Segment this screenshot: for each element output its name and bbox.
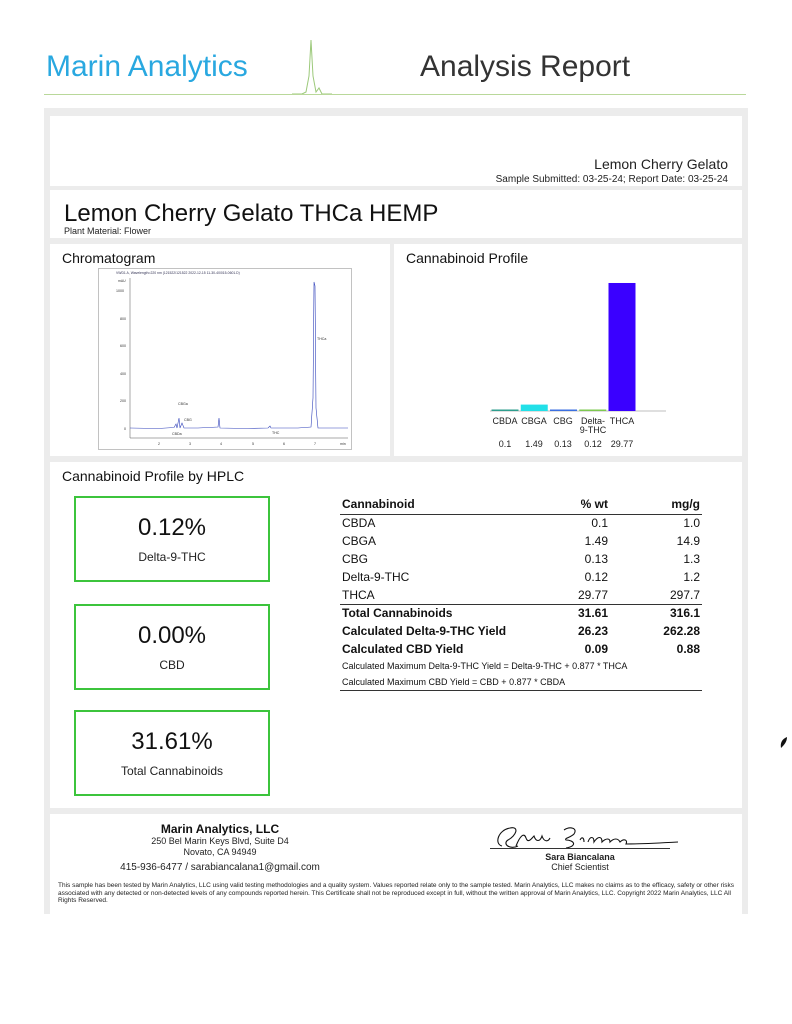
lab-address-line2: Novato, CA 94949: [183, 847, 257, 857]
chromatogram-panel: [50, 244, 390, 456]
value-label: 0.13: [554, 439, 572, 449]
cbd-yield-row: [340, 640, 702, 658]
value-label: 1.49: [525, 439, 543, 449]
summary-box-total: [74, 710, 270, 796]
product-title-panel: [50, 190, 742, 238]
x-tick: 3: [189, 442, 191, 446]
x-unit: min: [340, 442, 346, 446]
chromatogram-heading: Chromatogram: [62, 250, 156, 266]
total-row: [340, 604, 702, 622]
note-row: [340, 674, 702, 690]
table-row: [340, 514, 702, 532]
cell: 262.28: [663, 624, 700, 638]
value-label: 0.1: [498, 439, 512, 449]
table-row: [340, 532, 702, 550]
peak-label-cbga: CBGa: [178, 402, 188, 406]
y-tick: 600: [120, 344, 126, 348]
y-tick: 800: [120, 317, 126, 321]
x-tick: 5: [252, 442, 254, 446]
cell: 1.2: [683, 570, 700, 584]
report-title: Analysis Report: [420, 50, 631, 83]
cell: 297.7: [669, 587, 700, 602]
hplc-panel: [50, 462, 742, 808]
lab-contact: 415-936-6477 / sarabiancalana1@gmail.com: [120, 862, 320, 873]
cell: 0.88: [676, 642, 700, 656]
note-row: [340, 658, 702, 674]
summary-box-thc: [74, 496, 270, 582]
signer-title: Chief Scientist: [551, 862, 609, 872]
cell: 0.1: [591, 516, 608, 531]
x-tick: 2: [158, 442, 160, 446]
bar-thca: [609, 283, 636, 411]
lab-name: Marin Analytics, LLC: [160, 822, 280, 836]
cell: CBDA: [342, 516, 376, 531]
summary-label: Delta-9-THC: [138, 550, 206, 564]
sample-dates: Sample Submitted: 03-25-24; Report Date: 03-25-24: [495, 174, 728, 185]
y-tick: 0: [124, 427, 126, 431]
cell: 316.1: [610, 604, 702, 622]
summary-value: 0.12%: [137, 514, 207, 541]
bar-label: Delta-: [580, 416, 606, 426]
bar-label: CBDA: [492, 416, 518, 426]
profile-bar-chart: [394, 244, 742, 456]
y-tick: 200: [120, 399, 126, 403]
bar-delta-9-thc: [579, 410, 606, 412]
cell: Calculated CBD Yield: [342, 642, 464, 656]
y-tick: 400: [120, 372, 126, 376]
ink-mark-icon: [778, 736, 790, 750]
signature-line: [490, 848, 670, 849]
cell: 26.23: [577, 624, 608, 638]
peak-label-cbda: CBDa: [172, 432, 182, 436]
sample-info-panel: [50, 116, 742, 186]
x-tick: 4: [220, 442, 222, 446]
cell: 0.12: [584, 570, 608, 584]
brand-name: Marin Analytics: [46, 50, 248, 83]
lab-address-line1: 250 Bel Marin Keys Blvd, Suite D4: [151, 836, 289, 846]
formula-note: Calculated Maximum CBD Yield = CBD + 0.877 * CBDA: [340, 674, 702, 690]
cell: CBGA: [342, 534, 377, 548]
summary-box-cbd: [74, 604, 270, 690]
footer-panel: [50, 814, 742, 914]
peak-label-thca: THCa: [317, 337, 327, 341]
plant-material: Plant Material: Flower: [64, 226, 152, 236]
profile-heading: Cannabinoid Profile: [406, 250, 529, 266]
profile-panel: [394, 244, 742, 456]
trace-title: VWD1 A, Wavelength=220 nm (121522\121522 2022-12-15 11-30-40\015-0601.D): [116, 271, 240, 275]
cell: Delta-9-THC: [342, 570, 410, 584]
y-tick: 1000: [116, 289, 124, 293]
column-header: Cannabinoid: [340, 495, 548, 514]
chromatogram-plot: [98, 268, 352, 450]
results-table: [340, 495, 702, 691]
summary-label: CBD: [159, 658, 185, 672]
value-label: 29.77: [610, 439, 634, 449]
value-label: 0.12: [584, 439, 602, 449]
cell: 0.09: [584, 642, 608, 656]
cell: 1.3: [683, 552, 700, 566]
header-divider: [44, 94, 746, 95]
cell: Total Cannabinoids: [340, 604, 548, 622]
x-tick: 6: [283, 442, 285, 446]
peak-label-thc: THC: [272, 431, 280, 435]
cell: 29.77: [577, 587, 608, 602]
peak-logo-icon: [292, 36, 332, 98]
cell: Calculated Delta-9-THC Yield: [342, 624, 507, 638]
table-row: [340, 586, 702, 604]
y-unit: mAU: [118, 279, 126, 283]
x-tick: 7: [314, 442, 316, 446]
bar-label: 9-THC: [579, 425, 607, 435]
signature-icon: [480, 816, 680, 856]
thc-yield-row: [340, 622, 702, 640]
sample-name: Lemon Cherry Gelato: [594, 156, 728, 172]
bar-cbg: [550, 410, 577, 412]
table-header-row: [340, 495, 702, 514]
column-header: mg/g: [610, 495, 702, 514]
report-frame: [44, 108, 748, 914]
cell: 0.13: [584, 552, 608, 566]
bar-label: CBGA: [521, 416, 547, 426]
table-row: [340, 550, 702, 568]
column-header: % wt: [548, 495, 610, 514]
cell: 1.49: [584, 534, 608, 548]
cell: 14.9: [676, 534, 700, 548]
formula-note: Calculated Maximum Delta-9-THC Yield = Delta-9-THC + 0.877 * THCA: [342, 661, 628, 671]
cell: 1.0: [683, 516, 700, 531]
signer-name: Sara Biancalana: [545, 852, 615, 862]
bar-cbga: [521, 405, 548, 411]
product-title: Lemon Cherry Gelato THCa HEMP: [64, 200, 439, 227]
bar-cbda: [492, 410, 519, 412]
peak-label-cbg: CBG: [184, 418, 192, 422]
hplc-heading: Cannabinoid Profile by HPLC: [62, 468, 245, 484]
summary-label: Total Cannabinoids: [120, 764, 224, 778]
summary-value: 0.00%: [137, 622, 207, 649]
bar-label: CBG: [553, 416, 573, 426]
cell: CBG: [342, 552, 369, 566]
disclaimer: This sample has been tested by Marin Analytics, LLC using valid testing methodologies and a quality system. Values reported relate only to the sample tested. Marin Analytics, LLC makes no claims as to the efficacy, safety or other risks associated with any detected or non-detected levels of any compounds reported herein. This Certificate shall not be reproduced except in full, without the written approval of Marin Analytics, LLC. Copyright 2022 Marin Analytics, LLC All Rights Reserved.: [58, 882, 734, 905]
table-row: [340, 568, 702, 586]
bar-label: THCA: [609, 416, 635, 426]
cell: 31.61: [548, 604, 610, 622]
summary-value: 31.61%: [131, 728, 213, 755]
cell: THCA: [342, 587, 375, 602]
